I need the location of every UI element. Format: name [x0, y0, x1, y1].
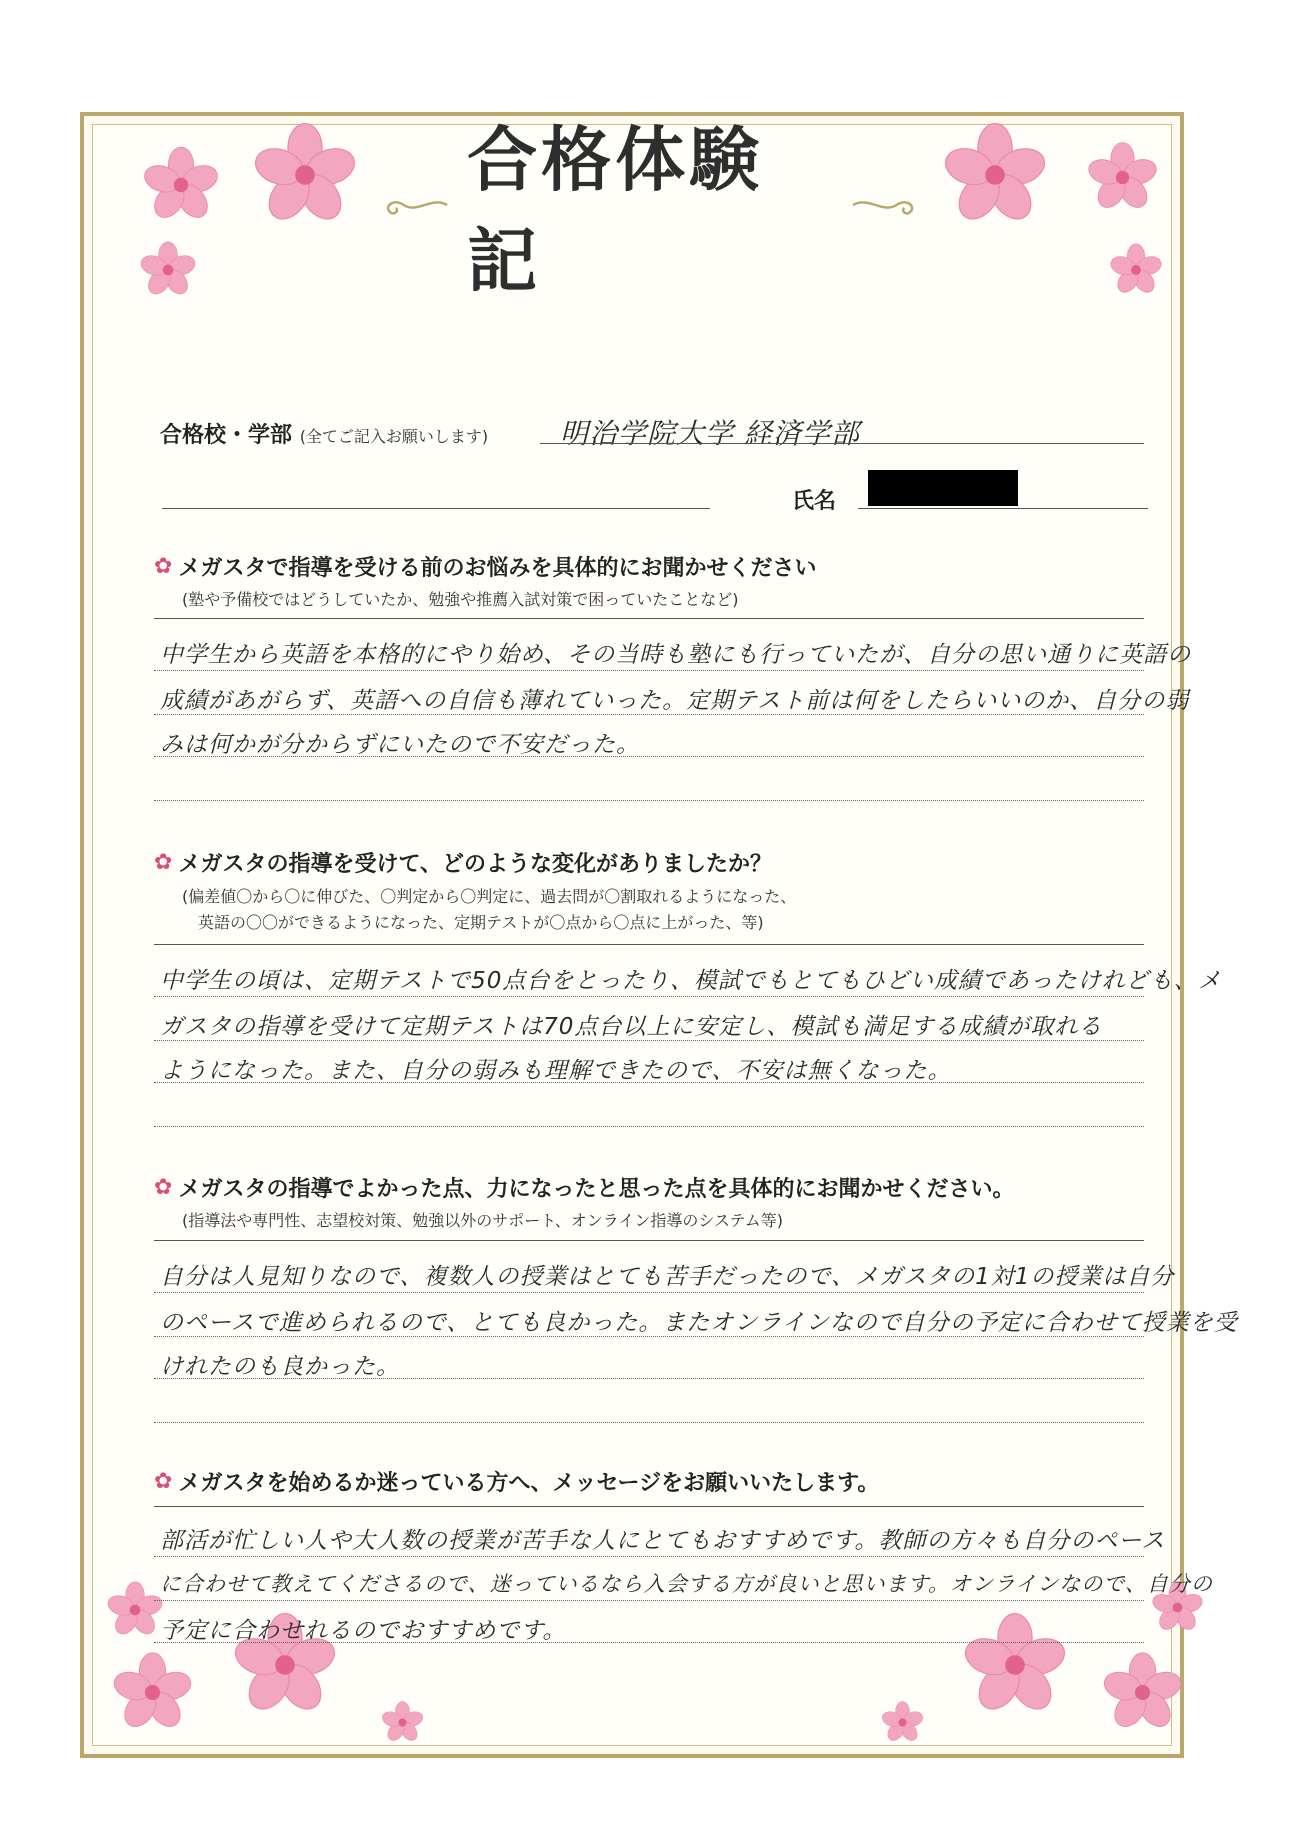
answer-1-line-3: みは何かが分からずにいたので不安だった。 — [160, 732, 640, 758]
question-2-text: メガスタの指導を受けて、どのような変化がありましたか？ — [178, 852, 772, 877]
blossom-icon — [250, 120, 360, 230]
title-area — [380, 118, 920, 302]
name-redaction — [868, 470, 1018, 506]
question-2-hint-1: (偏差値〇から〇に伸びた、〇判定から〇判定に、過去問が〇割取れるようになった、 — [182, 887, 797, 906]
answer-line — [154, 1556, 1144, 1557]
answer-line — [154, 1600, 1144, 1601]
answer-4-line-3: 予定に合わせれるのでおすすめです。 — [160, 1618, 567, 1644]
answer-3-line-2: のペースで進められるので、とても良かった。またオンラインなので自分の予定に合わせて授業を受 — [160, 1310, 1238, 1336]
blossom-bullet-icon: ✿ — [154, 1469, 173, 1494]
school-value: 明治学院大学 経済学部 — [560, 417, 860, 450]
answer-3-line-1: 自分は人見知りなので、複数人の授業はとても苦手だったので、メガスタの1対1の授業は自分 — [160, 1264, 1175, 1290]
page-title: 合格体験記 — [467, 118, 764, 302]
school-label: 合格校・学部 — [160, 423, 293, 448]
school-underline — [540, 443, 1144, 444]
question-1 — [154, 551, 816, 582]
blossom-icon — [380, 1700, 425, 1745]
section-3-rule — [154, 1240, 1144, 1241]
answer-line — [154, 800, 1144, 801]
answer-line — [154, 714, 1144, 715]
swirl-right-icon — [851, 192, 920, 218]
answer-line — [154, 1336, 1144, 1337]
blossom-bullet-icon: ✿ — [154, 1175, 173, 1200]
blossom-icon — [1085, 140, 1160, 215]
answer-line — [154, 1422, 1144, 1423]
section-4-rule — [154, 1506, 1144, 1507]
school-note: (全てご記入お願いします) — [299, 427, 489, 446]
blossom-icon — [1100, 1650, 1185, 1735]
inner-frame — [92, 124, 1175, 1746]
answer-4-line-2: に合わせて教えてくださるので、迷っているなら入会する方が良いと思います。オンラインなので、自分の — [160, 1572, 1213, 1596]
blossom-icon — [1108, 242, 1164, 298]
answer-2-line-3: ようになった。また、自分の弱みも理解できたので、不安は無くなった。 — [160, 1058, 952, 1084]
answer-line — [154, 1082, 1144, 1083]
question-3-text: メガスタの指導でよかった点、力になったと思った点を具体的にお聞かせください。 — [178, 1177, 1015, 1202]
blossom-icon — [136, 140, 226, 230]
answer-line — [154, 1642, 1144, 1643]
blossom-bullet-icon: ✿ — [154, 554, 173, 579]
blank-underline — [162, 508, 710, 509]
name-underline — [858, 508, 1148, 509]
answer-2-line-2: ガスタの指導を受けて定期テストは70点台以上に安定し、模試も満足する成績が取れる — [160, 1014, 1103, 1040]
question-2 — [154, 847, 772, 878]
question-1-hint: (塾や予備校ではどうしていたか、勉強や推薦入試対策で困っていたことなど) — [182, 590, 739, 609]
blossom-icon — [940, 120, 1050, 230]
question-4 — [154, 1466, 879, 1497]
answer-1-line-2: 成績があがらず、英語への自信も薄れていった。定期テスト前は何をしたらいいのか、自分の弱 — [160, 688, 1190, 714]
blossom-icon — [105, 1580, 165, 1640]
name-label: 氏名 — [792, 489, 837, 514]
answer-4-line-1: 部活が忙しい人や大人数の授業が苦手な人にとてもおすすめです。教師の方々も自分のペース — [160, 1528, 1166, 1554]
blossom-bullet-icon: ✿ — [154, 850, 173, 875]
answer-line — [154, 996, 1144, 997]
question-4-text: メガスタを始めるか迷っている方へ、メッセージをお願いいたします。 — [178, 1471, 880, 1496]
answer-line — [154, 756, 1144, 757]
answer-line — [154, 1292, 1144, 1293]
blossom-icon — [880, 1700, 925, 1745]
answer-line — [154, 1126, 1144, 1127]
blossom-icon — [110, 1650, 195, 1735]
question-3 — [154, 1172, 1014, 1203]
question-3-hint: (指導法や専門性、志望校対策、勉強以外のサポート、オンライン指導のシステム等) — [182, 1211, 783, 1230]
school-label-row — [160, 418, 488, 449]
answer-line — [154, 1378, 1144, 1379]
section-2-rule — [154, 944, 1144, 945]
swirl-left-icon — [380, 192, 449, 218]
answer-line — [154, 670, 1144, 671]
section-1-rule — [154, 618, 1144, 619]
blossom-icon — [960, 1610, 1070, 1720]
answer-1-line-1: 中学生から英語を本格的にやり始め、その当時も塾にも行っていたが、自分の思い通りに英語の — [160, 642, 1192, 668]
question-1-text: メガスタで指導を受ける前のお悩みを具体的にお聞かせください — [178, 556, 817, 581]
answer-3-line-3: けれたのも良かった。 — [160, 1354, 400, 1380]
blossom-icon — [138, 240, 198, 300]
question-2-hint-2: 英語の〇〇ができるようになった、定期テストが〇点から〇点に上がった、等) — [198, 913, 764, 932]
answer-2-line-1: 中学生の頃は、定期テストで50点台をとったり、模試でもとてもひどい成績であったけれども、メ — [160, 968, 1222, 994]
answer-line — [154, 1040, 1144, 1041]
